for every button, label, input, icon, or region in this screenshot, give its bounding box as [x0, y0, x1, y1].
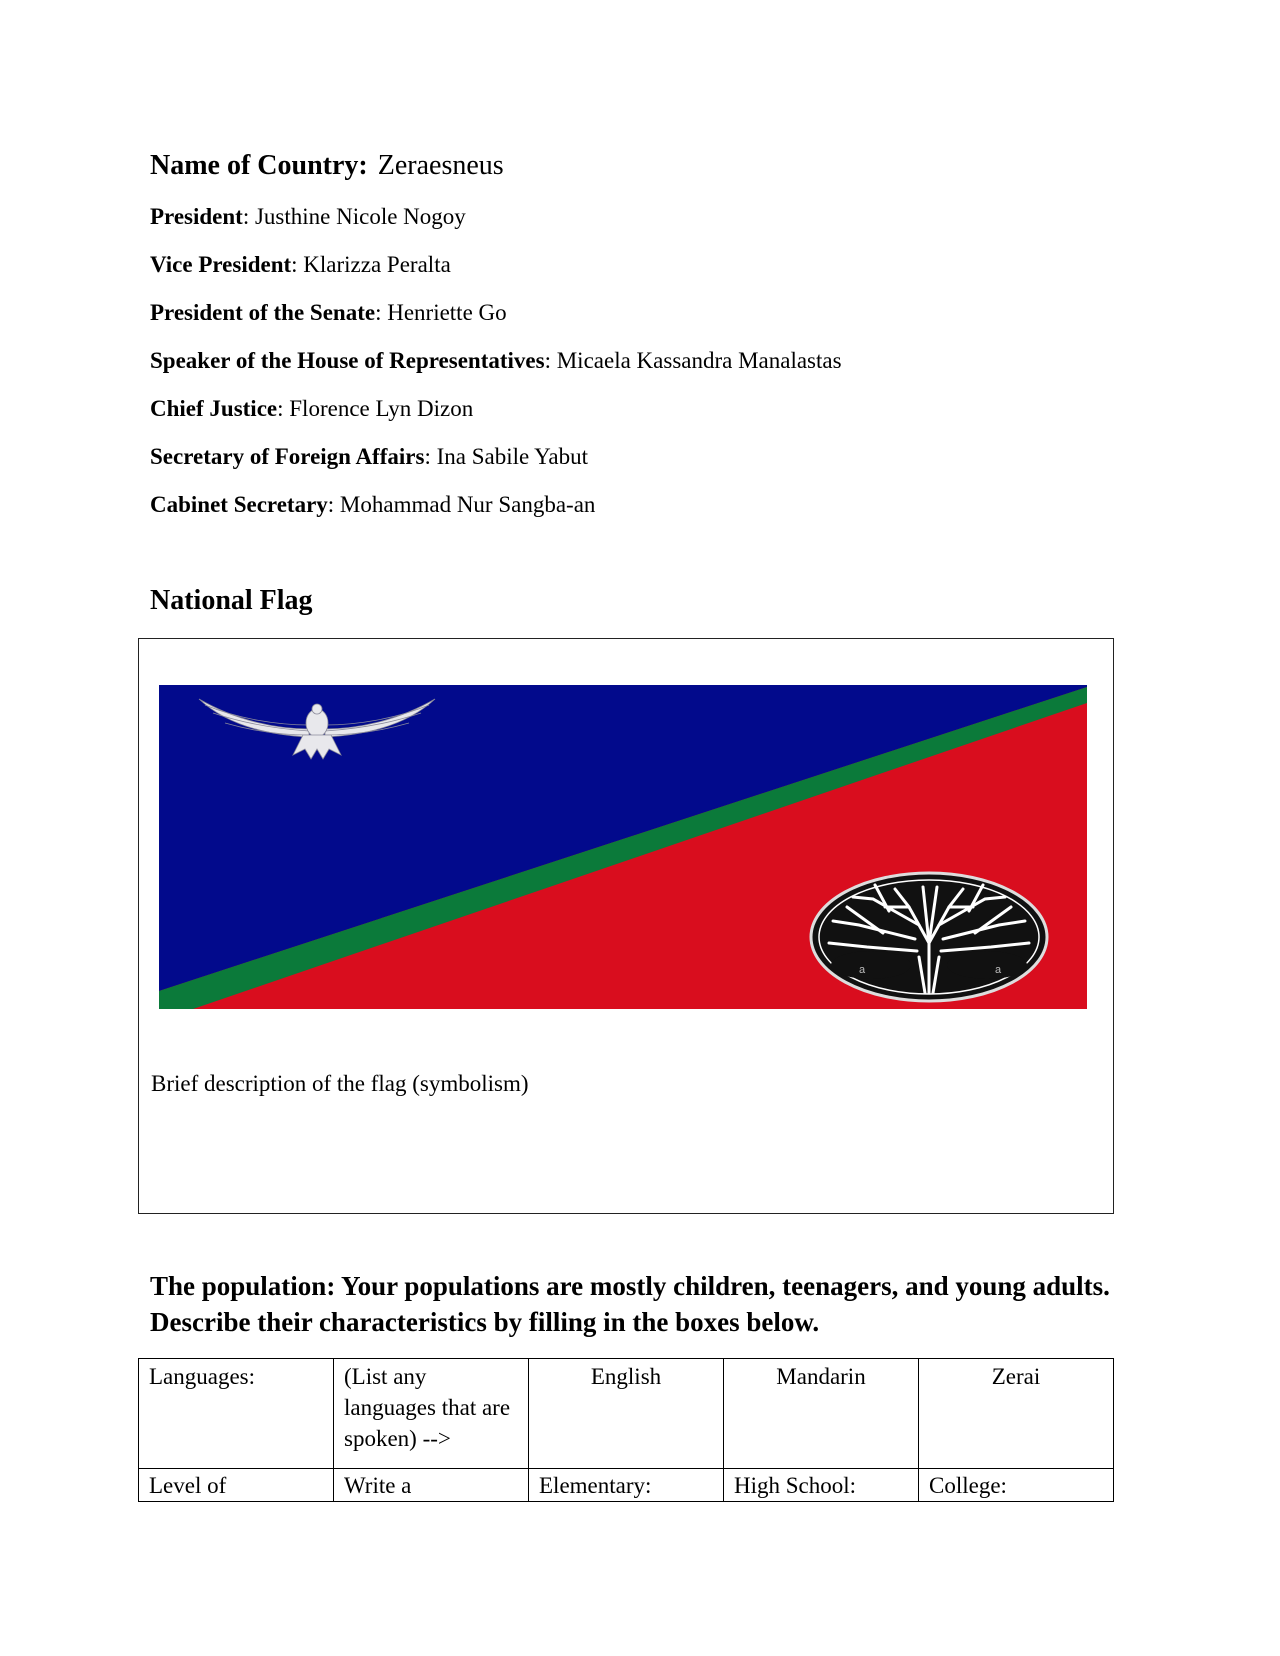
- table-cell: College:: [919, 1469, 1114, 1502]
- official-chief-justice: [150, 394, 842, 442]
- official-title: Chief Justice: [150, 396, 278, 421]
- official-name: : Klarizza Peralta: [291, 252, 451, 277]
- table-cell: Mandarin: [724, 1359, 919, 1469]
- official-title: Vice President: [150, 252, 292, 277]
- official-title: President: [150, 204, 243, 229]
- population-table: [138, 1358, 1114, 1502]
- official-title: Cabinet Secretary: [150, 492, 328, 517]
- table-cell: English: [529, 1359, 724, 1469]
- official-vice-president: [150, 250, 842, 298]
- official-name: : Justhine Nicole Nogoy: [242, 204, 466, 229]
- officials-list: [150, 202, 842, 538]
- emblem-letter-right: a: [995, 964, 1002, 976]
- flag-box: [138, 638, 1114, 1214]
- official-foreign-affairs: [150, 442, 842, 490]
- table-cell: Level of: [139, 1469, 334, 1502]
- table-row: [139, 1469, 1114, 1502]
- country-name-line: [150, 150, 504, 182]
- official-house-speaker: [150, 346, 842, 394]
- table-cell: Zerai: [919, 1359, 1114, 1469]
- official-title: Speaker of the House of Representatives: [150, 348, 545, 373]
- population-heading: The population: Your populations are mostly children, teenagers, and young adults. Describe their characteristics by filling in the boxes below.: [150, 1271, 1110, 1337]
- table-cell: High School:: [724, 1469, 919, 1502]
- tree-of-life-icon: [811, 873, 1047, 1001]
- official-title: Secretary of Foreign Affairs: [150, 444, 425, 469]
- emblem-letter-left: a: [859, 964, 866, 976]
- official-cabinet-secretary: [150, 490, 842, 538]
- official-president: [150, 202, 842, 250]
- country-label: Name of Country:: [150, 150, 368, 181]
- national-flag: [159, 685, 1087, 1009]
- official-name: : Mohammad Nur Sangba-an: [327, 492, 596, 517]
- official-name: : Micaela Kassandra Manalastas: [544, 348, 842, 373]
- official-name: : Florence Lyn Dizon: [277, 396, 474, 421]
- table-cell: (List any languages that are spoken) -->: [334, 1359, 529, 1469]
- country-value: Zeraesneus: [377, 150, 504, 181]
- official-name: : Henriette Go: [375, 300, 507, 325]
- table-cell: Elementary:: [529, 1469, 724, 1502]
- flag-description-prompt: Brief description of the flag (symbolism): [151, 1071, 529, 1096]
- official-name: : Ina Sabile Yabut: [424, 444, 588, 469]
- table-cell: Languages:: [139, 1359, 334, 1469]
- table-cell: Write a: [334, 1469, 529, 1502]
- official-senate-president: [150, 298, 842, 346]
- table-row: [139, 1359, 1114, 1469]
- official-title: President of the Senate: [150, 300, 376, 325]
- flag-heading: National Flag: [150, 585, 313, 616]
